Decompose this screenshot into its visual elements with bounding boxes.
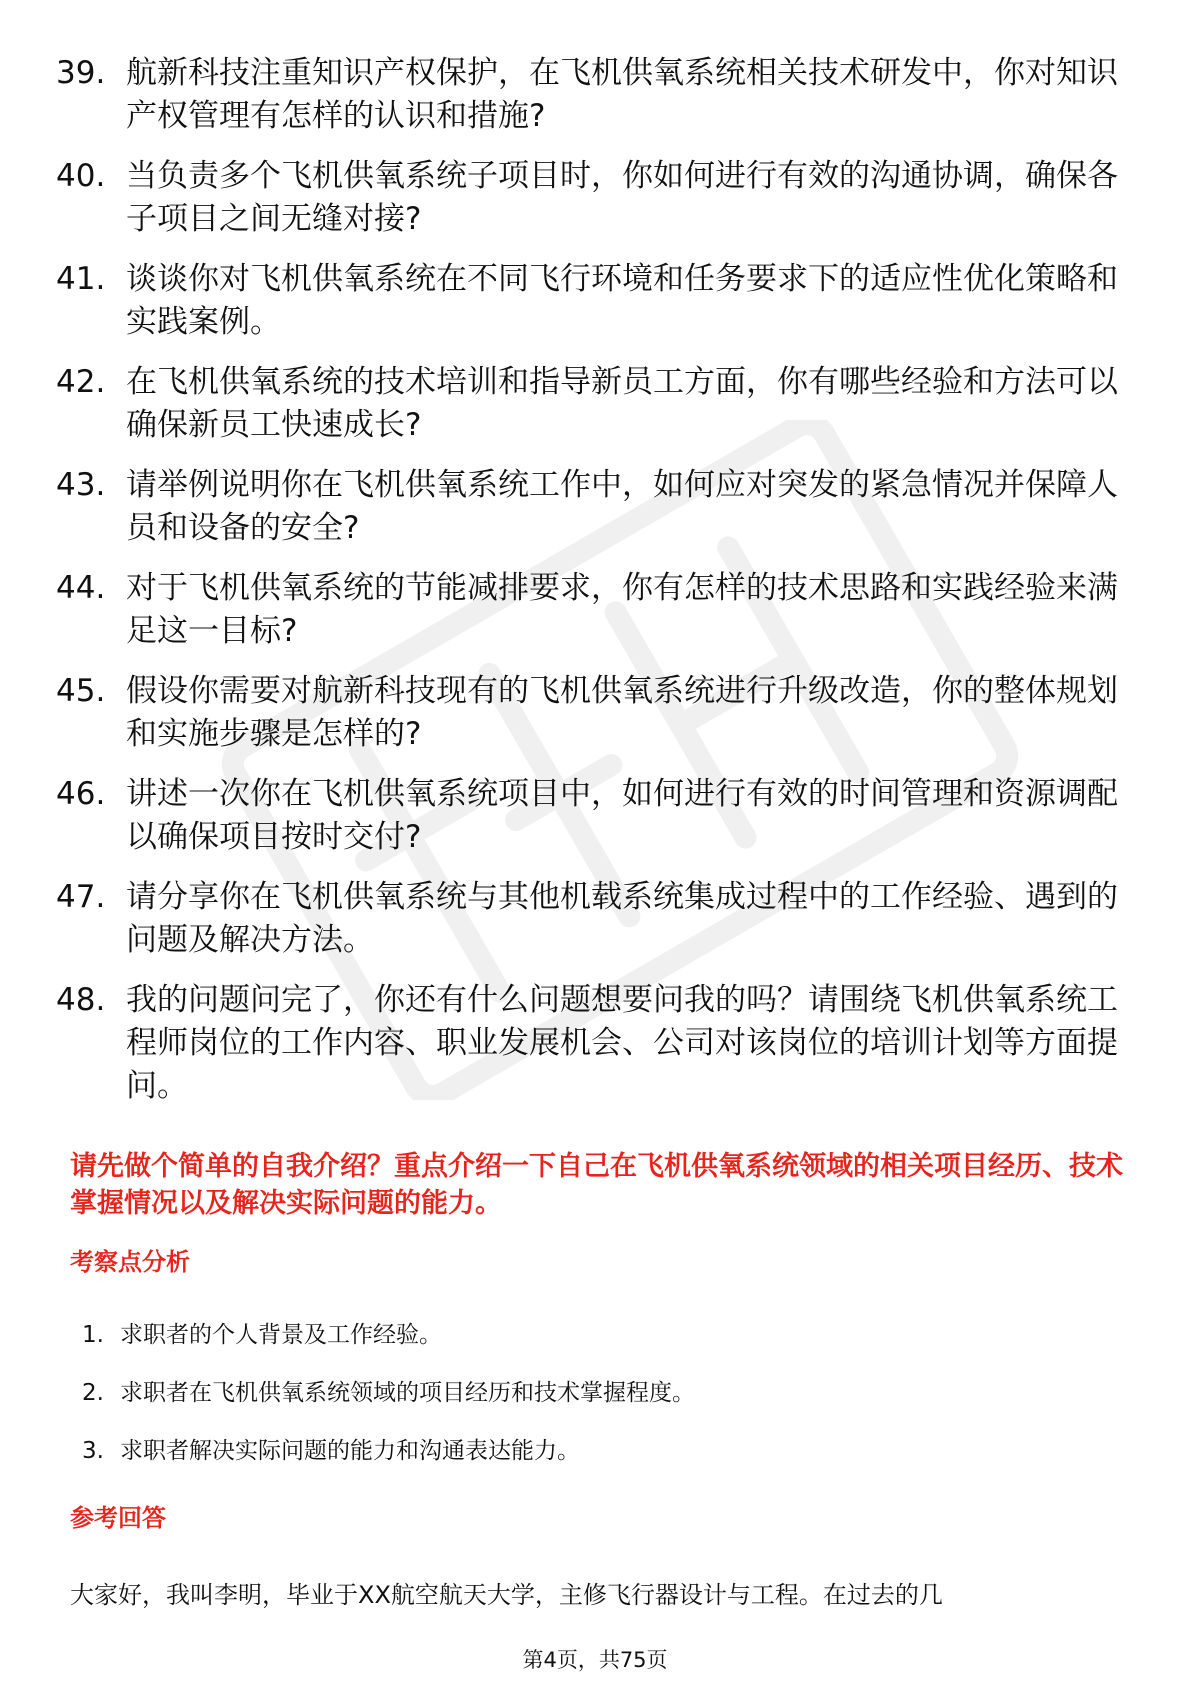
- question-number: 45.: [56, 673, 106, 709]
- question-text: 在飞机供氧系统的技术培训和指导新员工方面，你有哪些经验和方法可以确保新员工快速成长?: [126, 364, 1118, 443]
- question-text: 谈谈你对飞机供氧系统在不同飞行环境和任务要求下的适应性优化策略和实践案例。: [126, 261, 1118, 340]
- analysis-heading: 考察点分析: [70, 1248, 190, 1276]
- point-text: 求职者的个人背景及工作经验。: [120, 1322, 442, 1348]
- question-text: 对于飞机供氧系统的节能减排要求，你有怎样的技术思路和实践经验来满足这一目标?: [126, 570, 1118, 649]
- question-number: 40.: [56, 158, 106, 194]
- question-text: 航新科技注重知识产权保护，在飞机供氧系统相关技术研发中，你对知识产权管理有怎样的认识和措施?: [126, 55, 1118, 134]
- reference-answer: 大家好，我叫李明，毕业于XX航空航天大学，主修飞行器设计与工程。在过去的几: [70, 1581, 943, 1609]
- question-number: 47.: [56, 879, 106, 915]
- point-number: 1.: [82, 1322, 104, 1348]
- question-item: [56, 52, 1136, 138]
- question-number: 42.: [56, 364, 106, 400]
- analysis-point: [82, 1378, 1082, 1408]
- page-footer: 第4页，共75页: [522, 1648, 668, 1672]
- question-item: [56, 670, 1136, 756]
- question-number: 48.: [56, 982, 106, 1018]
- question-text: 讲述一次你在飞机供氧系统项目中，如何进行有效的时间管理和资源调配以确保项目按时交付?: [126, 776, 1118, 855]
- question-text: 请分享你在飞机供氧系统与其他机载系统集成过程中的工作经验、遇到的问题及解决方法。: [126, 879, 1118, 958]
- question-item: [56, 258, 1136, 344]
- analysis-point: [82, 1436, 1082, 1466]
- question-number: 44.: [56, 570, 106, 606]
- point-number: 3.: [82, 1438, 104, 1464]
- question-number: 39.: [56, 55, 106, 91]
- question-item: [56, 567, 1136, 653]
- question-number: 43.: [56, 467, 106, 503]
- question-item: [56, 876, 1136, 962]
- question-item: [56, 773, 1136, 859]
- question-item: [56, 979, 1136, 1108]
- featured-question: 请先做个简单的自我介绍？重点介绍一下自己在飞机供氧系统领域的相关项目经历、技术掌握情况以及解决实际问题的能力。: [70, 1151, 1123, 1219]
- question-number: 41.: [56, 261, 106, 297]
- analysis-point: [82, 1320, 1082, 1350]
- reference-heading: 参考回答: [70, 1504, 166, 1532]
- point-number: 2.: [82, 1380, 104, 1406]
- question-list: [56, 52, 1136, 1125]
- question-text: 请举例说明你在飞机供氧系统工作中，如何应对突发的紧急情况并保障人员和设备的安全?: [126, 467, 1118, 546]
- point-text: 求职者在飞机供氧系统领域的项目经历和技术掌握程度。: [120, 1380, 695, 1406]
- question-text: 当负责多个飞机供氧系统子项目时，你如何进行有效的沟通协调，确保各子项目之间无缝对接?: [126, 158, 1118, 237]
- point-text: 求职者解决实际问题的能力和沟通表达能力。: [120, 1438, 580, 1464]
- analysis-points: [82, 1320, 1082, 1494]
- question-item: [56, 361, 1136, 447]
- question-text: 我的问题问完了，你还有什么问题想要问我的吗？请围绕飞机供氧系统工程师岗位的工作内容、职业发展机会、公司对该岗位的培训计划等方面提问。: [126, 982, 1118, 1104]
- question-item: [56, 155, 1136, 241]
- question-number: 46.: [56, 776, 106, 812]
- question-text: 假设你需要对航新科技现有的飞机供氧系统进行升级改造，你的整体规划和实施步骤是怎样的?: [126, 673, 1118, 752]
- question-item: [56, 464, 1136, 550]
